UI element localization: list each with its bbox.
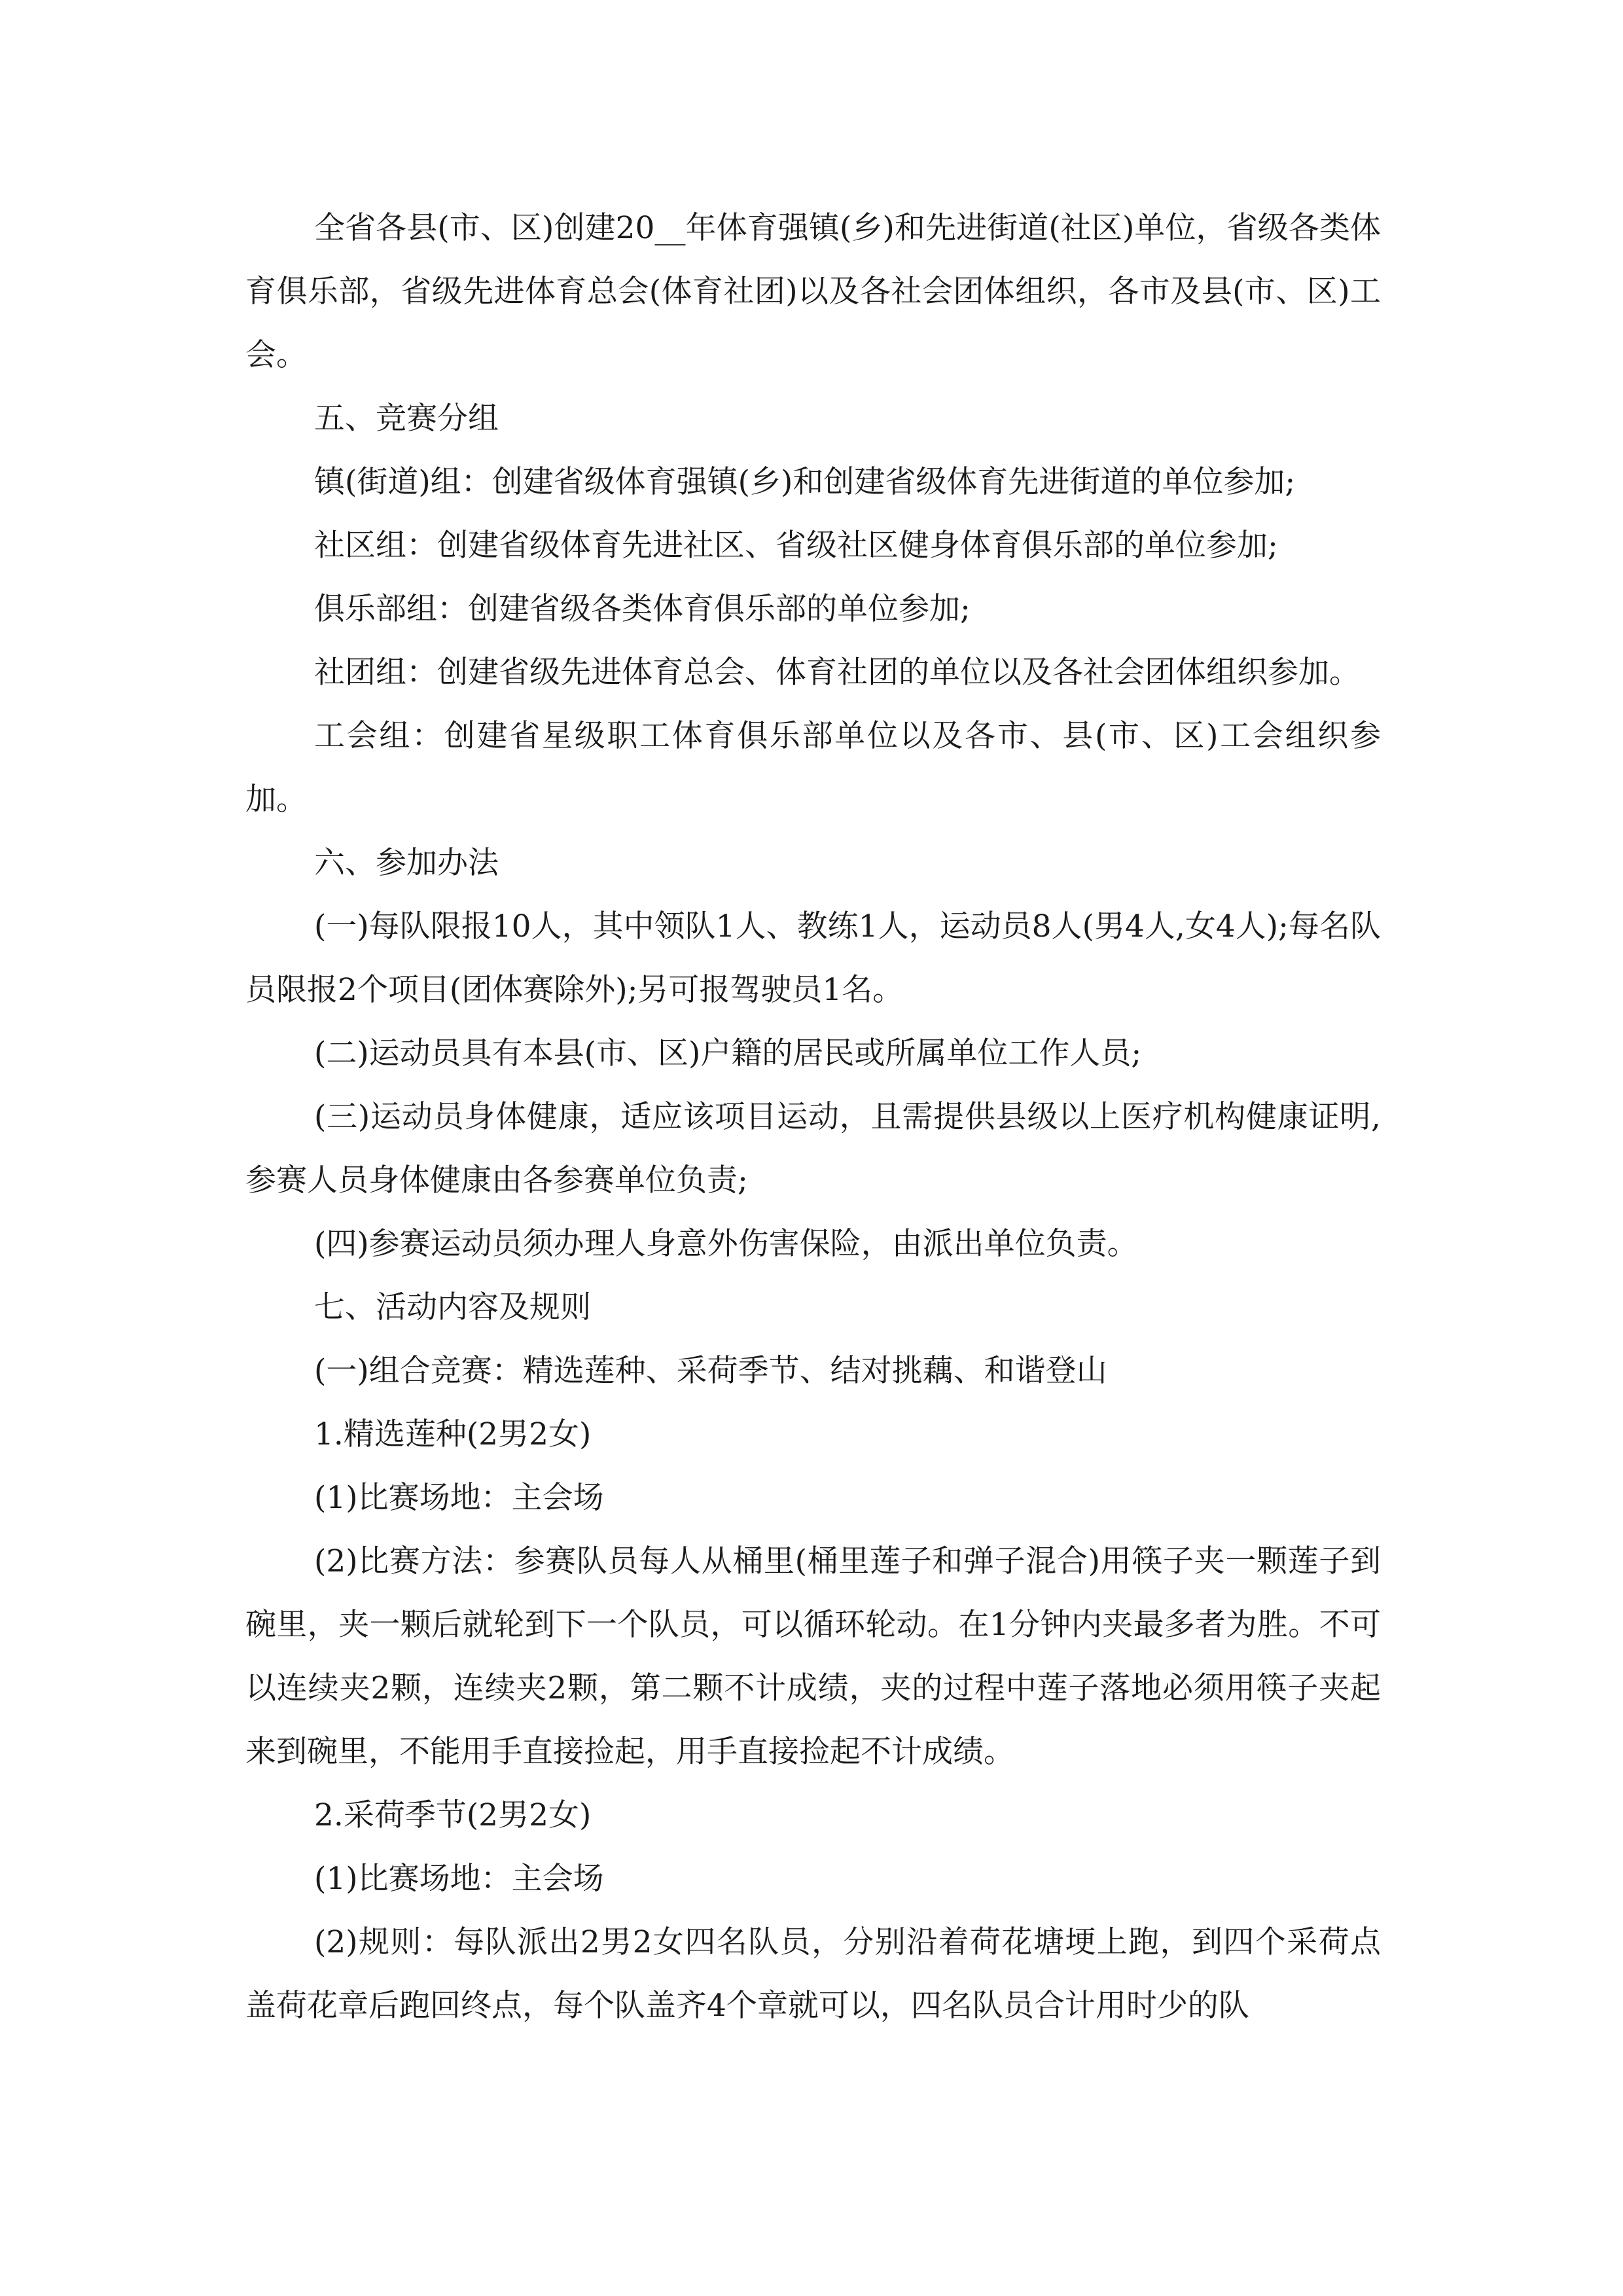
paragraph-group-community: 社区组：创建省级体育先进社区、省级社区健身体育俱乐部的单位参加; [314, 528, 1278, 564]
paragraph-event-1-venue: (1)比赛场地：主会场 [314, 1480, 604, 1516]
paragraph-group-club: 俱乐部组：创建省级各类体育俱乐部的单位参加; [314, 591, 971, 627]
paragraph-rule-2: (二)运动员具有本县(市、区)户籍的居民或所属单位工作人员; [314, 1035, 1142, 1071]
paragraph-group-union: 工会组：创建省星级职工体育俱乐部单位以及各市、县(市、区)工会组织参加。 [245, 718, 1381, 817]
paragraph-participants: 全省各县(市、区)创建20__年体育强镇(乡)和先进街道(社区)单位，省级各类体育俱乐部，省级先进体育总会(体育社团)以及各社会团体组织，各市及县(市、区)工会。 [245, 210, 1381, 373]
paragraph-event-2-venue: (1)比赛场地：主会场 [314, 1861, 604, 1897]
paragraph-group-town: 镇(街道)组：创建省级体育强镇(乡)和创建省级体育先进街道的单位参加; [314, 464, 1296, 500]
paragraph-event-1-method: (2)比赛方法：参赛队员每人从桶里(桶里莲子和弹子混合)用筷子夹一颗莲子到碗里，夹一颗后就轮到下一个队员，可以循环轮动。在1分钟内夹最多者为胜。不可以连续夹2颗，连续夹2颗，第二颗不计成绩，夹的过程中莲子落地必须用筷子夹起来到碗里，不能用手直接捡起，用手直接捡起不计成绩。 [245, 1543, 1381, 1770]
paragraph-event-2-rules: (2)规则：每队派出2男2女四名队员，分别沿着荷花塘埂上跑，到四个采荷点盖荷花章后跑回终点，每个队盖齐4个章就可以，四名队员合计用时少的队 [245, 1924, 1381, 2024]
paragraph-rule-1: (一)每队限报10人，其中领队1人、教练1人，运动员8人(男4人,女4人);每名队员限报2个项目(团体赛除外);另可报驾驶员1名。 [245, 908, 1381, 1008]
paragraph-combo-events: (一)组合竞赛：精选莲种、采荷季节、结对挑藕、和谐登山 [314, 1353, 1107, 1389]
paragraph-rule-4: (四)参赛运动员须办理人身意外伤害保险，由派出单位负责。 [314, 1226, 1138, 1262]
heading-event-1: 1.精选莲种(2男2女) [314, 1416, 592, 1452]
paragraph-rule-3: (三)运动员身体健康，适应该项目运动，且需提供县级以上医疗机构健康证明,参赛人员身体健康由各参赛单位负责; [245, 1099, 1381, 1198]
document-body [245, 196, 1381, 2037]
heading-event-2: 2.采荷季节(2男2女) [314, 1797, 592, 1833]
heading-section-5: 五、竞赛分组 [314, 401, 499, 437]
paragraph-group-society: 社团组：创建省级先进体育总会、体育社团的单位以及各社会团体组织参加。 [314, 655, 1360, 691]
heading-section-7: 七、活动内容及规则 [314, 1289, 591, 1325]
heading-section-6: 六、参加办法 [314, 845, 499, 881]
